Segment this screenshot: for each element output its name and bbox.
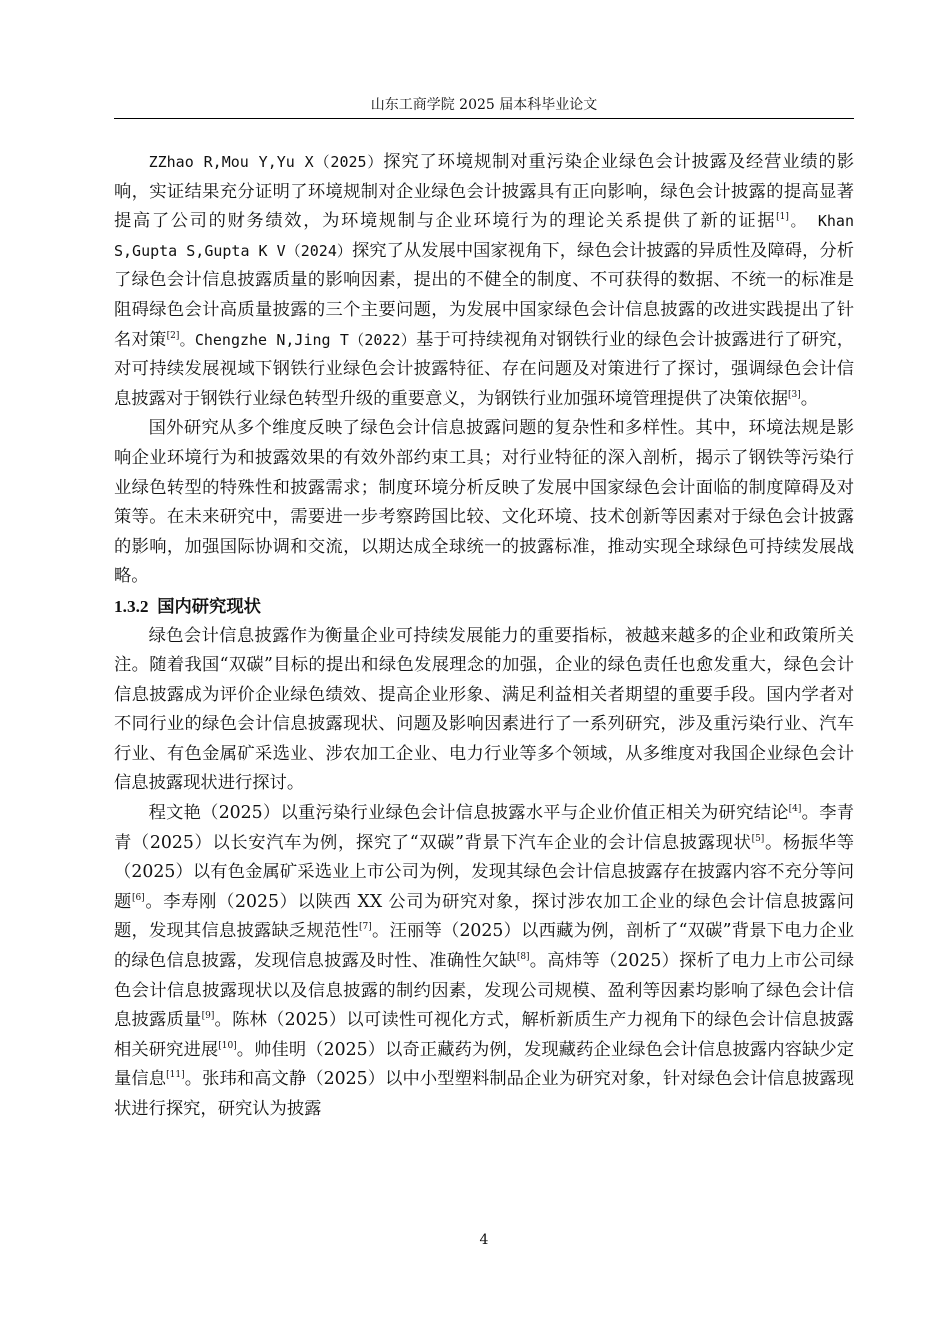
text-run: 。李青青（2025）以长安汽车为例，探究了“双碳”背景下汽车企业的会计信息披露现状 xyxy=(114,803,854,853)
page-number: 4 xyxy=(479,1232,489,1248)
text-run: 。高炜等（2025）探析了电力上市公司绿色会计信息披露现状以及信息披露的制约因素，发现公司规模、盈利等因素均影响了绿色会计信息披露质量 xyxy=(114,951,854,1031)
text-run: 。 xyxy=(800,388,819,409)
citation-marker: [4] xyxy=(788,804,802,815)
citation-marker: [8] xyxy=(516,952,530,963)
header-rule xyxy=(114,118,854,119)
text-run: 。陈林（2025）以可读性可视化方式，解析新质生产力视角下的绿色会计信息披露相关研究进展 xyxy=(114,1010,854,1060)
citation-marker: [9] xyxy=(201,1011,215,1022)
citation-marker: [1] xyxy=(776,212,789,223)
section-title: 国内研究现状 xyxy=(157,596,261,616)
paragraph-domestic-studies xyxy=(114,799,854,1125)
author-ref: 。Chengzhe N,Jing T（2022） xyxy=(179,330,416,349)
text-run: 。李寿刚（2025）以陕西 XX 公司为研究对象，探讨涉农加工企业的绿色会计信息披露问题，发现其信息披露缺乏规范性 xyxy=(114,891,854,942)
text-run: 。帅佳明（2025）以奇正藏药为例，发现藏药企业绿色会计信息披露内容缺少定量信息 xyxy=(114,1039,854,1090)
text-run: 。汪丽等（2025）以西藏为例，剖析了“双碳”背景下电力企业的绿色信息披露，发现信息披露及时性、准确性欠缺 xyxy=(114,921,854,972)
citation-marker: [5] xyxy=(751,833,765,844)
paragraph-foreign-summary: 国外研究从多个维度反映了绿色会计信息披露问题的复杂性和多样性。其中，环境法规是影响企业环境行为和披露效果的有效外部约束工具；对行业特征的深入剖析，揭示了钢铁等污染行业绿色转型的特殊性和披露需求；制度环境分析反映了发展中国家绿色会计面临的制度障碍及对策等。在未来研究中，需要进一步考察跨国比较、文化环境、技术创新等因素对于绿色会计披露的影响，加强国际协调和交流，以期达成全球统一的披露标准，推动实现全球绿色可持续发展战略。 xyxy=(114,418,854,587)
section-heading xyxy=(114,592,854,622)
author-ref: 。 Khan S,Gupta S,Gupta K V（2024） xyxy=(114,212,854,260)
running-header: 山东工商学院 2025 届本科毕业论文 xyxy=(370,97,598,113)
text-run: 基于可持续视角对钢铁行业的绿色会计披露进行了研究，对可持续发展视域下钢铁行业绿色会计披露特征、存在问题及对策进行了探讨，强调绿色会计信息披露对于钢铁行业绿色转型升级的重要意义，为钢铁行业加强环境管理提供了决策依据 xyxy=(114,329,854,409)
citation-marker: [3] xyxy=(787,389,801,400)
citation-marker: [2] xyxy=(166,330,180,341)
paragraph-foreign-studies xyxy=(114,148,854,414)
citation-marker: [10] xyxy=(218,1040,237,1051)
section-number: 1.3.2 xyxy=(114,596,149,616)
citation-marker: [7] xyxy=(358,922,372,933)
citation-marker: [6] xyxy=(131,892,145,903)
text-run: 。张玮和高文静（2025）以中小型塑料制品企业为研究对象，针对绿色会计信息披露现状进行探究，研究认为披露 xyxy=(114,1069,854,1119)
text-run: 。杨振华等（2025）以有色金属矿采选业上市公司为例，发现其绿色会计信息披露存在披露内容不充分等问题 xyxy=(114,832,854,912)
author-ref: ZZhao R,Mou Y,Yu X（2025） xyxy=(148,153,384,171)
text-run: 探究了环境规制对重污染企业绿色会计披露及经营业绩的影响，实证结果充分证明了环境规制对企业绿色会计披露具有正向影响，绿色会计披露的提高显著提高了公司的财务绩效，为环境规制与企业环境行为的理论关系提供了新的证据 xyxy=(114,152,854,232)
text-run: 程文艳（2025）以重污染行业绿色会计信息披露水平与企业价值正相关为研究结论 xyxy=(148,803,789,824)
citation-marker: [11] xyxy=(166,1070,185,1081)
page-body xyxy=(114,148,854,1125)
paragraph-domestic-overview: 绿色会计信息披露作为衡量企业可持续发展能力的重要指标，被越来越多的企业和政策所关注。随着我国“双碳”目标的提出和绿色发展理念的加强，企业的绿色责任也愈发重大，绿色会计信息披露成为评价企业绿色绩效、提高企业形象、满足利益相关者期望的重要手段。国内学者对不同行业的绿色会计信息披露现状、问题及影响因素进行了一系列研究，涉及重污染行业、汽车行业、有色金属矿采选业、涉农加工企业、电力行业等多个领域，从多维度对我国企业绿色会计信息披露现状进行探讨。 xyxy=(114,625,854,794)
text-run: 探究了从发展中国家视角下，绿色会计披露的异质性及障碍，分析了绿色会计信息披露质量的影响因素，提出的不健全的制度、不可获得的数据、不统一的标准是阻碍绿色会计高质量披露的三个主要问题，为发展中国家绿色会计信息披露的改进实践提出了针名对策 xyxy=(114,240,854,350)
